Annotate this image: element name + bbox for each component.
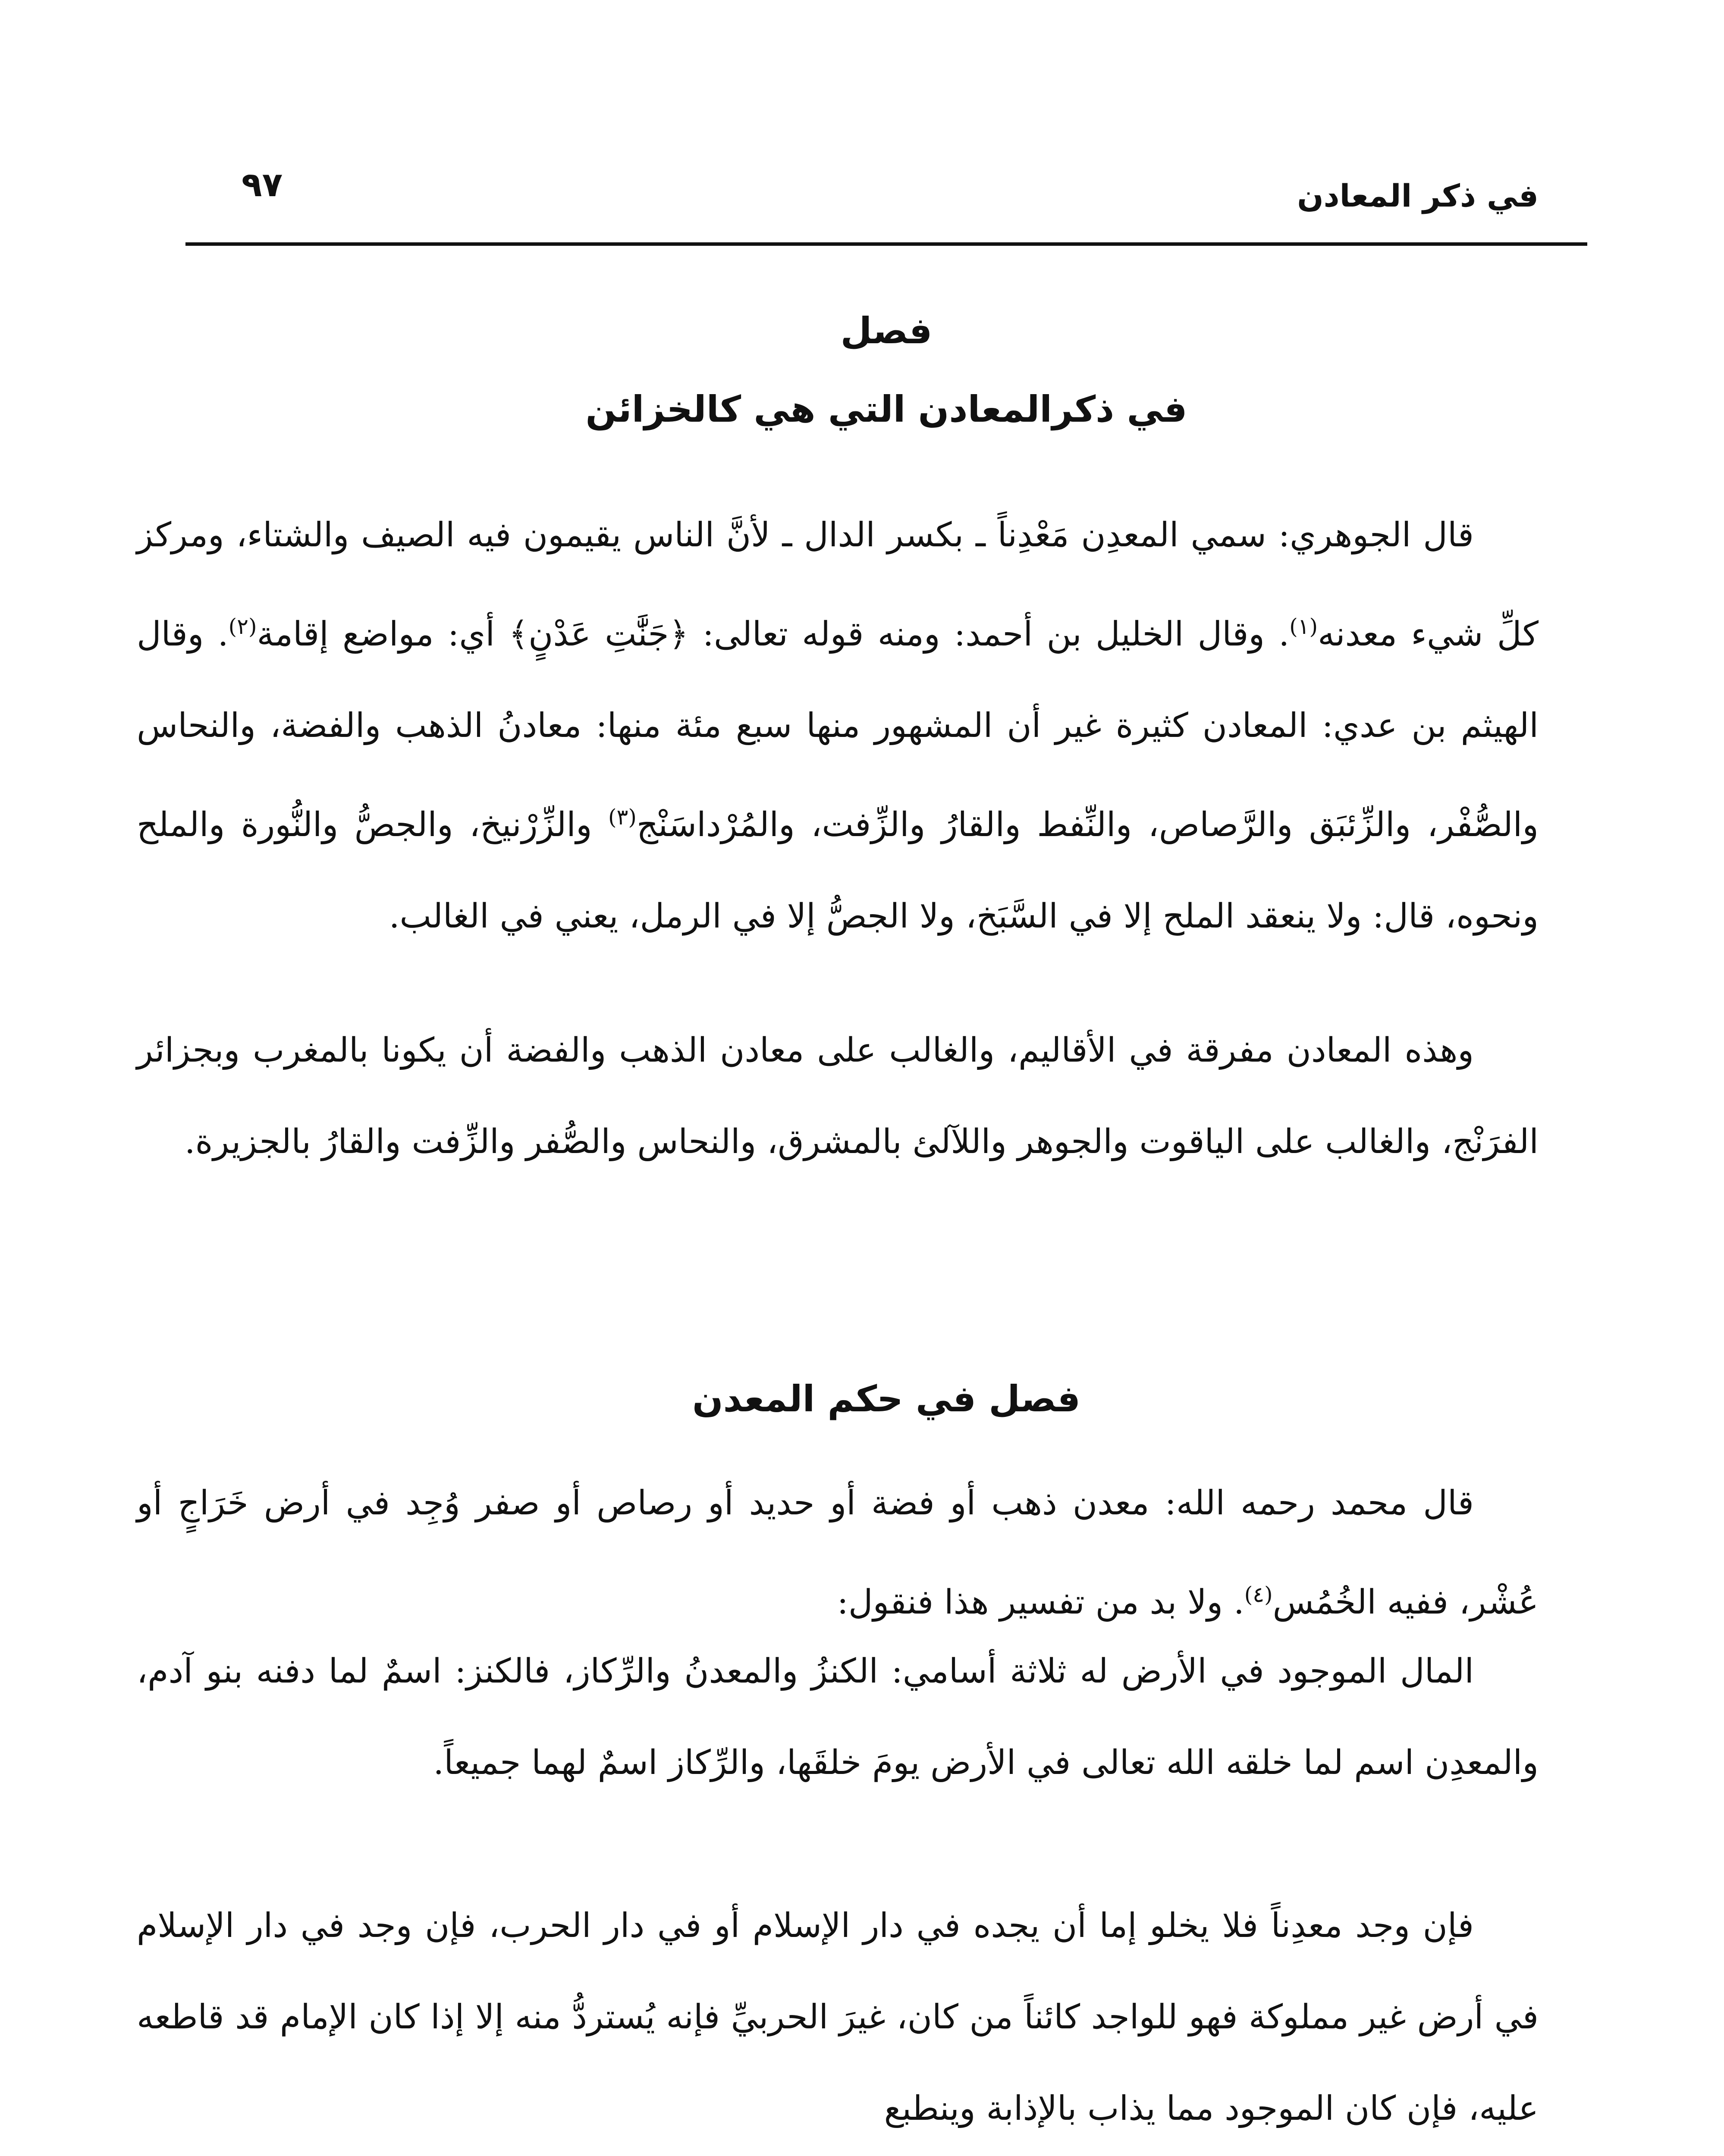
paragraph-text: فإن وجد معدِناً فلا يخلو إما أن يجده في دار الإسلام أو في دار الحرب، فإن وجد في دار الإسلام في أرض غير مملوكة فهو للواجد كائناً من كان، غيرَ الحربيِّ فإنه يُستردُّ منه إلا إذا كان الإمام قد قاطعه عليه، فإن كان الموجود مما يذاب بالإذابة وينطبع bbox=[137, 1906, 1539, 2128]
paragraph-text: قال الجوهري: سمي المعدِن مَعْدِناً ـ بكسر الدال ـ لأنَّ الناس يقيمون فيه الصيف والشتاء، ومركز كلِّ شيء معدنه bbox=[137, 516, 1539, 654]
paragraph-jawhari bbox=[137, 489, 1539, 962]
paragraph-text: قال محمد رحمه الله: معدن ذهب أو فضة أو حديد أو رصاص أو صفر وُجِد في أرض خَرَاجٍ أو عُشْر، ففيه الخُمُس bbox=[137, 1484, 1539, 1622]
paragraph-muhammad bbox=[137, 1457, 1539, 1648]
section-subheading: في ذكرالمعادن التي هي كالخزائن bbox=[585, 388, 1187, 430]
paragraph-regions bbox=[137, 1005, 1539, 1188]
header-rule bbox=[185, 242, 1587, 246]
section-heading-ruling: فصل في حكم المعدن bbox=[692, 1378, 1080, 1420]
paragraph-text: وهذه المعادن مفرقة في الأقاليم، والغالب على معادن الذهب والفضة أن يكونا بالمغرب وبجزائر الفرَنْج، والغالب على الياقوت والجوهر واللآلئ بالمشرق، والنحاس والصُّفر والزِّفت والقارُ بالجزيرة. bbox=[137, 1031, 1539, 1161]
footnote-ref-3: (٣) bbox=[608, 805, 637, 830]
paragraph-text: المال الموجود في الأرض له ثلاثة أسامي: الكنزُ والمعدنُ والرِّكاز، فالكنز: اسمٌ لما دفنه بنو آدم، والمعدِن اسم لما خلقه الله تعالى في الأرض يومَ خلقَها، والرِّكاز اسمٌ لهما جميعاً. bbox=[137, 1652, 1539, 1782]
footnote-ref-1: (١) bbox=[1289, 614, 1318, 639]
paragraph-names bbox=[137, 1626, 1539, 1808]
paragraph-text: والزِّرْنيخ، والجصُّ والنُّورة والملح ونحوه، قال: ولا ينعقد الملح إلا في السَّبَخ، ولا الجصُّ إلا في الرمل، يعني في الغالب. bbox=[137, 805, 1539, 936]
footnote-ref-2: (٢) bbox=[228, 614, 257, 639]
paragraph-finding bbox=[137, 1880, 1539, 2154]
paragraph-text: . وقال الخليل بن أحمد: ومنه قوله تعالى: ﴿جَنَّٰتِ عَدْنٍ﴾ أي: مواضع إقامة bbox=[257, 615, 1290, 654]
footnote-ref-4: (٤) bbox=[1244, 1582, 1273, 1607]
paragraph-text: . وقال الهيثم بن عدي: المعادن كثيرة غير أن المشهور منها سبع مئة منها: معادنُ الذهب والفضة، والنحاس والصُّفْر، والزِّئبَق والرَّصاص، والنِّفط والقارُ والزِّفت، والمُرْداسَنْج bbox=[137, 615, 1539, 844]
running-title: في ذكر المعادن bbox=[1297, 178, 1539, 214]
section-heading: فصل bbox=[840, 310, 933, 352]
paragraph-text: . ولا بد من تفسير هذا فنقول: bbox=[837, 1583, 1244, 1622]
page-number: ٩٧ bbox=[242, 166, 283, 204]
